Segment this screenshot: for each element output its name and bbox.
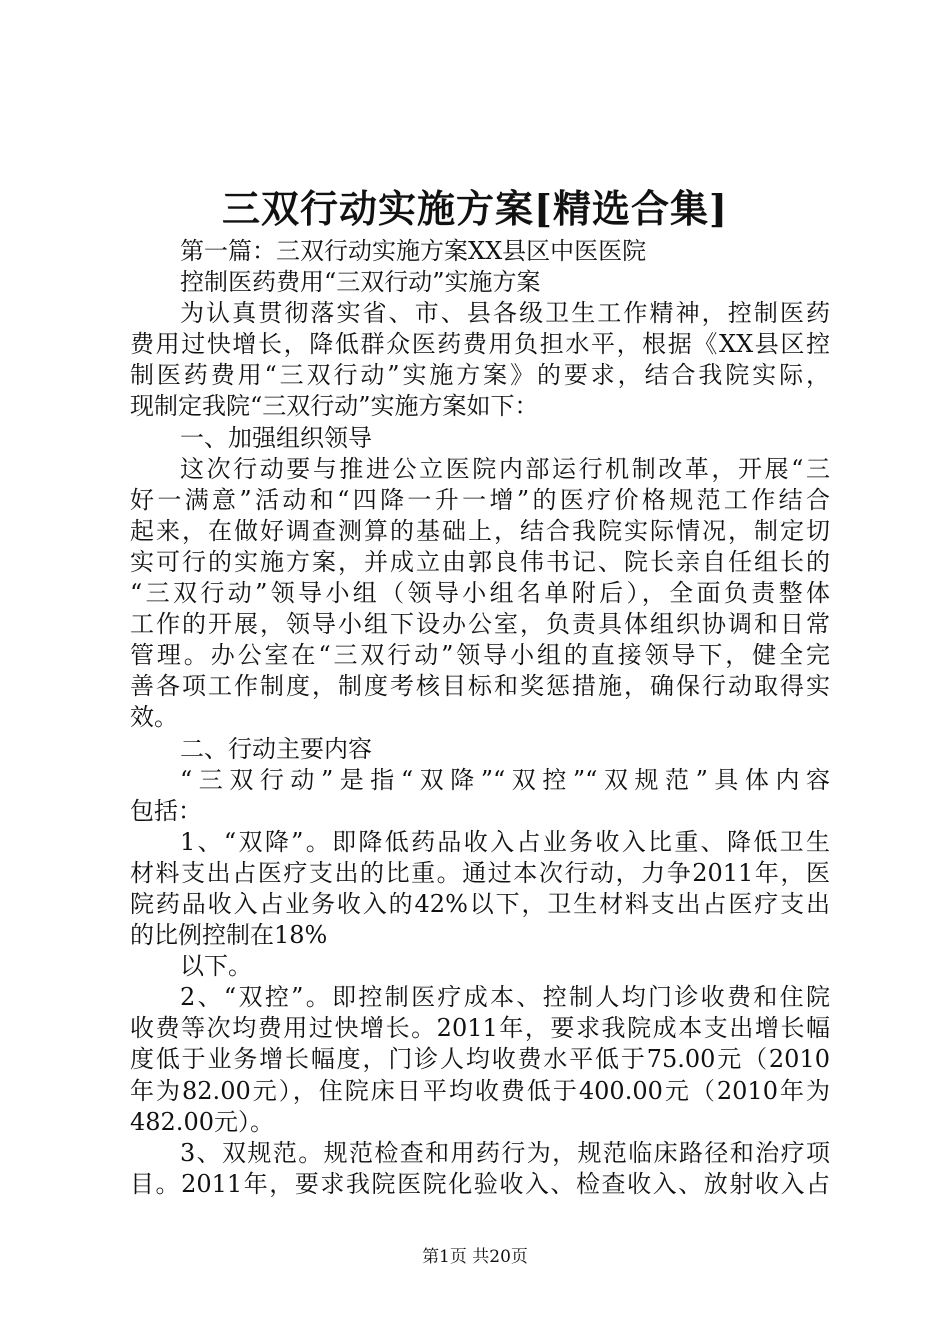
- text-line: 目。2011年，要求我院医院化验收入、检查收入、放射收入占: [130, 1169, 830, 1198]
- text-line: 这次行动要与推进公立医院内部运行机制改革，开展“三: [180, 454, 830, 483]
- text-line: 1、“双降”。即降低药品收入占业务收入比重、降低卫生: [180, 827, 830, 856]
- page-footer: 第1页 共20页: [422, 1247, 528, 1267]
- section-heading: 二、行动主要内容: [180, 734, 372, 763]
- text-line: 包括：: [130, 796, 202, 825]
- text-line: 材料支出占医疗支出的比重。通过本次行动，力争2011年，医: [130, 858, 830, 887]
- document-body: [130, 236, 830, 1200]
- text-line: 为认真贯彻落实省、市、县各级卫生工作精神，控制医药: [180, 299, 830, 328]
- text-line: 起来，在做好调查测算的基础上，结合我院实际情况，制定切: [130, 516, 830, 545]
- text-line: 制医药费用“三双行动”实施方案》的要求，结合我院实际，: [130, 361, 830, 390]
- text-line: 实可行的实施方案，并成立由郭良伟书记、院长亲自任组长的: [130, 547, 830, 576]
- text-line: 效。: [130, 703, 178, 732]
- text-line: 费用过快增长，降低群众医药费用负担水平，根据《XX县区控: [130, 330, 830, 359]
- document-title: 三双行动实施方案[精选合集]: [222, 186, 728, 231]
- text-line: 现制定我院“三双行动”实施方案如下：: [130, 392, 539, 421]
- text-line: 工作的开展，领导小组下设办公室，负责具体组织协调和日常: [130, 610, 830, 639]
- text-line: 管理。办公室在“三双行动”领导小组的直接领导下，健全完: [130, 641, 830, 670]
- text-line: “三双行动”领导小组（领导小组名单附后），全面负责整体: [130, 579, 830, 608]
- text-line: 善各项工作制度，制度考核目标和奖惩措施，确保行动取得实: [130, 672, 830, 701]
- text-line: 3、双规范。规范检查和用药行为，规范临床路径和治疗项: [180, 1138, 830, 1167]
- text-line: 好一满意”活动和“四降一升一增”的医疗价格规范工作结合: [130, 485, 830, 514]
- text-line: 控制医药费用“三双行动”实施方案: [180, 268, 541, 297]
- text-line: 482.00元）。: [130, 1107, 274, 1136]
- text-line: 收费等次均费用过快增长。2011年，要求我院成本支出增长幅: [130, 1014, 830, 1043]
- text-line: 年为82.00元），住院床日平均收费低于400.00元（2010年为: [130, 1076, 830, 1105]
- text-line: “三双行动”是指“双降”“双控”“双规范”具体内容: [180, 765, 830, 794]
- section-heading: 一、加强组织领导: [180, 423, 372, 452]
- text-line: 院药品收入占业务收入的42%以下，卫生材料支出占医疗支出: [130, 889, 830, 918]
- text-line: 第一篇：三双行动实施方案XX县区中医医院: [180, 237, 647, 265]
- text-line: 度低于业务增长幅度，门诊人均收费水平低于75.00元（2010: [130, 1045, 830, 1074]
- text-line: 的比例控制在18%: [130, 921, 328, 950]
- text-line: 2、“双控”。即控制医疗成本、控制人均门诊收费和住院: [180, 983, 830, 1012]
- text-line: 以下。: [180, 952, 252, 981]
